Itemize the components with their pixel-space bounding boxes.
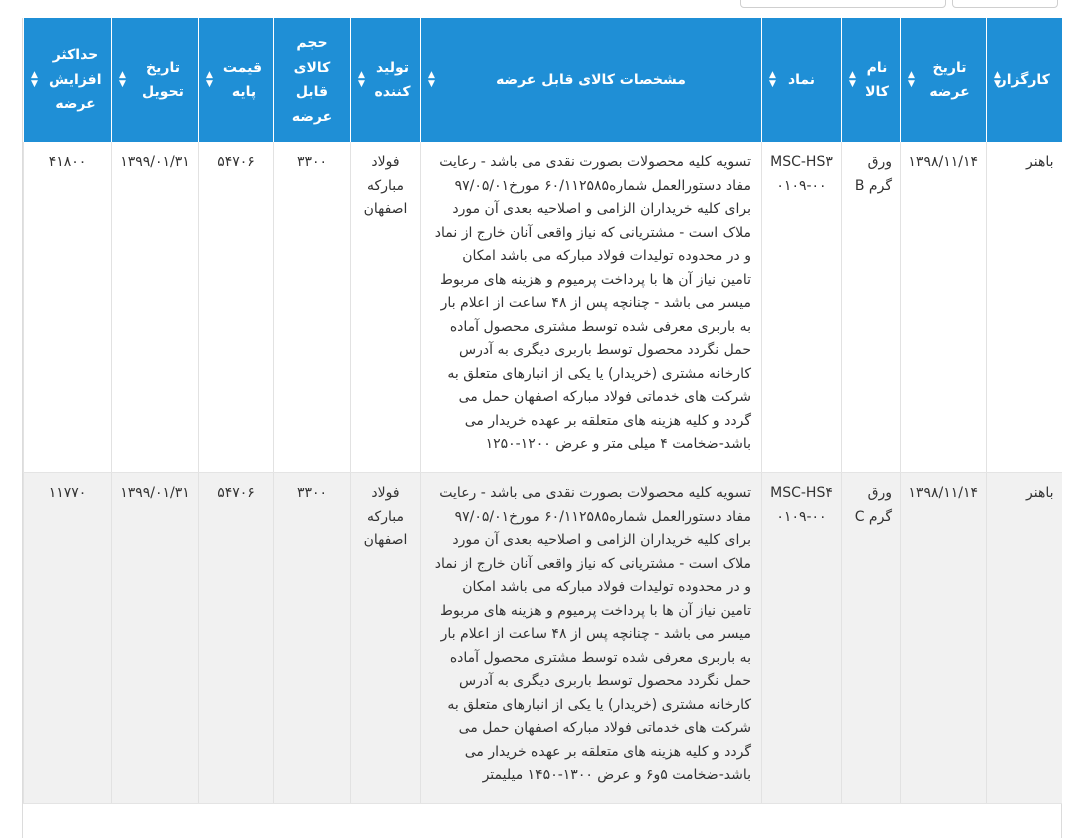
cell-delivery-date: ۱۳۹۹/۰۱/۳۱ (112, 473, 199, 804)
column-header-specs[interactable] (421, 18, 762, 142)
cell-max-increase: ۴۱۸۰۰ (24, 142, 112, 473)
cell-specs: تسویه کلیه محصولات بصورت نقدی می باشد - رعایت مفاد دستورالعمل شماره۶۰/۱۱۲۵۸۵ مورخ۹۷/۰۵/۰۱ برای کلیه خریداران الزامی و اصلاحیه بعدی آن مورد ملاک است - مشتریانی که نیاز واقعی آنان خارج از نماد و در محدوده تولیدات فولاد مبارکه می باشد امکان تامین نیاز آن ها با پرداخت پرمیوم و هزینه های مربوط میسر می باشد - چنانچه پس از ۴۸ ساعت از اعلام بار به باربری معرفی شده توسط مشتری محصول آماده حمل نگردد محصول توسط باربری دیگری به آدرس کارخانه مشتری (خریدار) یا یکی از انبارهای متعلق به شرکت های خدماتی فولاد مبارکه اصفهان حمل می گردد و کلیه هزینه های متعلقه بر عهده خریدار می باشد-ضخامت ۴ میلی متر و عرض ۱۲۰۰-۱۲۵۰ (421, 142, 762, 473)
cell-broker: باهنر (987, 473, 1062, 804)
cell-delivery-date: ۱۳۹۹/۰۱/۳۱ (112, 142, 199, 473)
cell-producer: فولاد مبارکه اصفهان (351, 142, 421, 473)
sort-icon[interactable]: ▲ ▼ (994, 70, 1001, 89)
column-header-commodity[interactable] (842, 18, 901, 142)
cell-volume: ۳۳۰۰ (274, 142, 351, 473)
column-header-producer[interactable] (351, 18, 421, 142)
cell-producer: فولاد مبارکه اصفهان (351, 473, 421, 804)
cell-commodity: ورق گرم C (842, 473, 901, 804)
cell-commodity: ورق گرم B (842, 142, 901, 473)
sort-icon[interactable]: ▲ ▼ (119, 70, 126, 89)
column-header-volume (274, 18, 351, 142)
sort-icon[interactable]: ▲ ▼ (206, 70, 213, 89)
cell-broker: باهنر (987, 142, 1062, 473)
column-label: حجم کالای قابل عرضه (291, 35, 333, 125)
column-header-offer-date[interactable] (901, 18, 987, 142)
sort-icon[interactable]: ▲ ▼ (428, 70, 435, 89)
sort-icon[interactable]: ▲ ▼ (769, 70, 776, 89)
column-header-symbol[interactable] (762, 18, 842, 142)
column-header-base-price[interactable] (199, 18, 274, 142)
cell-offer-date: ۱۳۹۸/۱۱/۱۴ (901, 473, 987, 804)
column-header-broker[interactable] (987, 18, 1062, 142)
cell-max-increase: ۱۱۷۷۰ (24, 473, 112, 804)
cell-base-price: ۵۴۷۰۶ (199, 142, 274, 473)
table-container (22, 18, 1062, 838)
column-label: تولید کننده (374, 59, 411, 100)
column-label: کارگزار (998, 71, 1050, 88)
cell-base-price: ۵۴۷۰۶ (199, 473, 274, 804)
cell-offer-date: ۱۳۹۸/۱۱/۱۴ (901, 142, 987, 473)
column-header-delivery-date[interactable] (112, 18, 199, 142)
sort-icon[interactable]: ▲ ▼ (908, 70, 915, 89)
column-label: تاریخ عرضه (929, 59, 970, 100)
column-label: تاریخ تحویل (142, 59, 184, 100)
cell-symbol: MSC-HS۴۰۱۰۹-۰۰ (762, 473, 842, 804)
sort-icon[interactable]: ▲ ▼ (358, 70, 365, 89)
column-label: مشخصات کالای قابل عرضه (496, 71, 686, 88)
cell-specs: تسویه کلیه محصولات بصورت نقدی می باشد - رعایت مفاد دستورالعمل شماره۶۰/۱۱۲۵۸۵ مورخ۹۷/۰۵/۰۱ برای کلیه خریداران الزامی و اصلاحیه بعدی آن مورد ملاک است - مشتریانی که نیاز واقعی آنان خارج از نماد و در محدوده تولیدات فولاد مبارکه می باشد امکان تامین نیاز آن ها با پرداخت پرمیوم و هزینه های مربوط میسر می باشد - چنانچه پس از ۴۸ ساعت از اعلام بار به باربری معرفی شده توسط مشتری محصول آماده حمل نگردد محصول توسط باربری دیگری به آدرس کارخانه مشتری (خریدار) یا یکی از انبارهای متعلق به شرکت های خدماتی فولاد مبارکه اصفهان حمل می گردد و کلیه هزینه های متعلقه بر عهده خریدار می باشد-ضخامت ۵و۶ و عرض ۱۳۰۰-۱۴۵۰ میلیمتر (421, 473, 762, 804)
column-label: حداکثر افزایش عرضه (48, 47, 102, 113)
top-filter-input[interactable] (740, 0, 946, 8)
column-label: قیمت پایه (222, 59, 262, 100)
top-filter-button[interactable] (952, 0, 1058, 8)
column-label: نماد (787, 71, 816, 88)
column-label: نام کالا (865, 59, 889, 100)
table-row[interactable] (24, 473, 1062, 804)
cell-volume: ۳۳۰۰ (274, 473, 351, 804)
table-header-row (24, 18, 1062, 142)
cell-symbol: MSC-HS۳۰۱۰۹-۰۰ (762, 142, 842, 473)
sort-icon[interactable]: ▲ ▼ (849, 70, 856, 89)
sort-icon[interactable]: ▲ ▼ (31, 70, 38, 89)
column-header-max-increase[interactable] (24, 18, 112, 142)
table-row[interactable] (24, 142, 1062, 473)
commodity-offers-table (23, 18, 1062, 804)
